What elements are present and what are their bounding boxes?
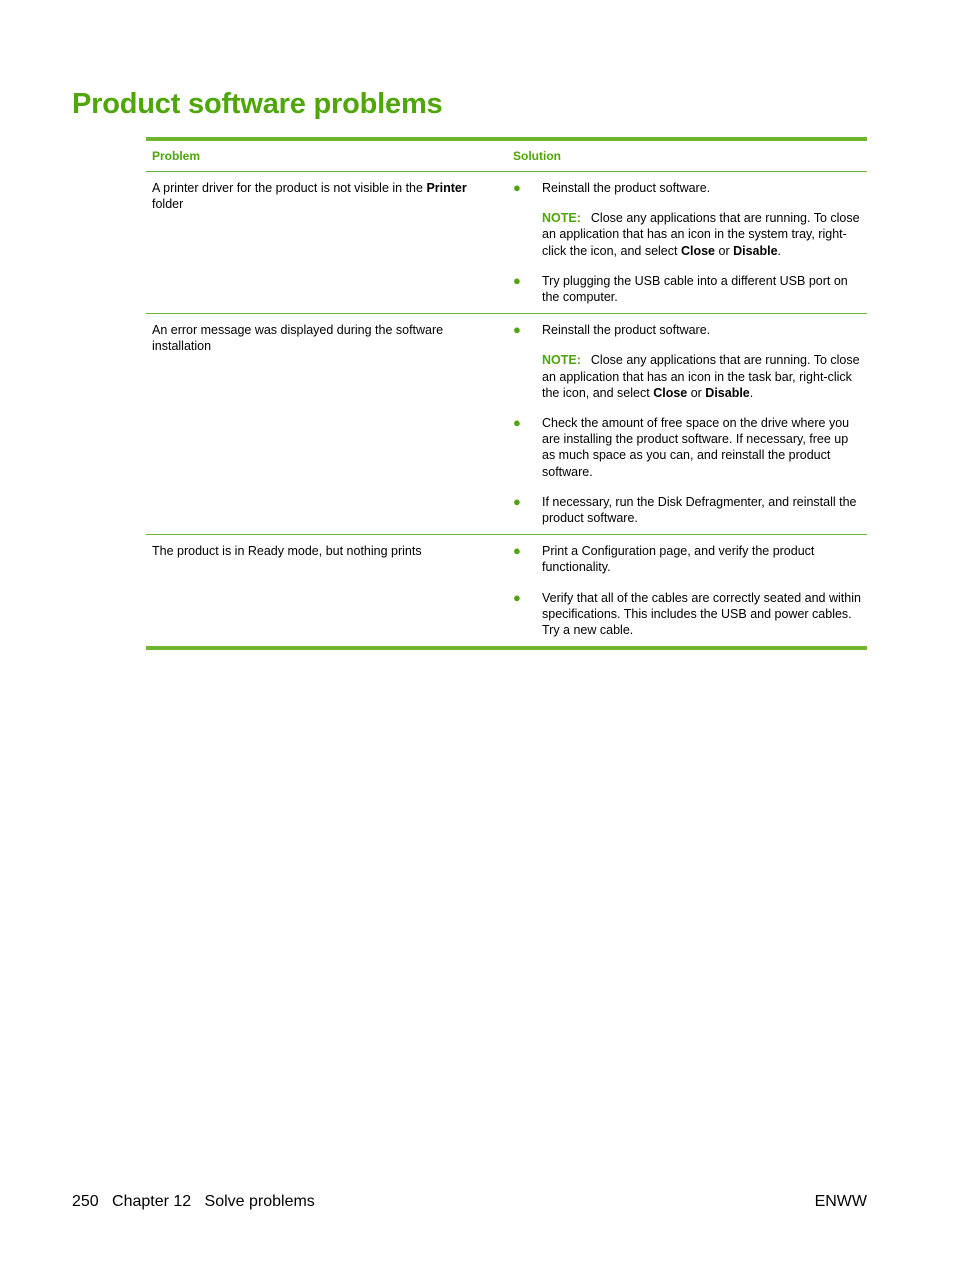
solution-text: Verify that all of the cables are correctly seated and within specifications. This includes the USB and power cables. Try a new cable. [542, 590, 861, 638]
footer-locale: ENWW [814, 1193, 867, 1210]
bullet-icon: ● [513, 543, 521, 559]
problems-table [146, 137, 867, 650]
solution-cell [507, 314, 867, 534]
list-item [513, 543, 867, 575]
solution-cell [507, 535, 867, 646]
note-text: . [777, 243, 782, 258]
note-text: or [715, 243, 734, 258]
problem-bold: Printer [426, 181, 467, 195]
note [542, 352, 863, 401]
note-label: NOTE: [542, 353, 581, 368]
list-item [513, 322, 867, 401]
problem-cell: The product is in Ready mode, but nothing prints [152, 544, 422, 559]
header-solution: Solution [513, 149, 561, 163]
note-bold: Close [653, 385, 688, 400]
note-text: Close any applications that are running. To close an application that has an icon in the system tray, right-click the icon, and select [542, 211, 860, 258]
list-item [513, 590, 867, 639]
list-item [513, 180, 867, 259]
problem-text: folder [152, 197, 184, 212]
solution-text: Check the amount of free space on the drive where you are installing the product software. If necessary, free up as much space as you can, and reinstall the product software. [542, 416, 850, 479]
page-title: Product software problems [72, 88, 443, 120]
solution-text: Print a Configuration page, and verify the product functionality. [542, 544, 815, 575]
solution-cell [507, 172, 867, 313]
table-row [146, 535, 867, 646]
table-header [146, 141, 867, 172]
problem-cell: An error message was displayed during the software installation [152, 323, 444, 354]
list-item [513, 415, 867, 480]
bullet-icon: ● [513, 493, 521, 509]
footer-page-info: 250 Chapter 12 Solve problems [72, 1193, 315, 1210]
problem-text: A printer driver for the product is not visible in the [152, 181, 427, 195]
header-problem: Problem [152, 149, 201, 163]
table-row [146, 172, 867, 314]
bullet-icon: ● [513, 272, 521, 288]
note-label: NOTE: [542, 211, 581, 226]
bullet-icon: ● [513, 180, 521, 195]
list-item [513, 273, 867, 305]
note [542, 210, 863, 259]
note-bold: Disable [733, 243, 778, 258]
note-bold: Close [680, 243, 716, 258]
note-bold: Disable [705, 385, 750, 400]
solution-text: Try plugging the USB cable into a different USB port on the computer. [542, 273, 848, 305]
bullet-icon: ● [513, 322, 521, 338]
note-text: or [687, 385, 706, 400]
solution-text: Reinstall the product software. [542, 323, 711, 338]
problem-cell [146, 172, 507, 313]
note-text: Close any applications that are running. To close an application that has an icon in the task bar, right-click the icon, and select [542, 353, 860, 400]
note-text: . [749, 385, 754, 400]
bullet-icon: ● [513, 589, 521, 605]
list-item [513, 494, 867, 526]
solution-text: If necessary, run the Disk Defragmenter, and reinstall the product software. [542, 494, 857, 526]
table-row [146, 314, 867, 535]
solution-text: Reinstall the product software. [542, 181, 711, 195]
bullet-icon: ● [513, 415, 521, 431]
